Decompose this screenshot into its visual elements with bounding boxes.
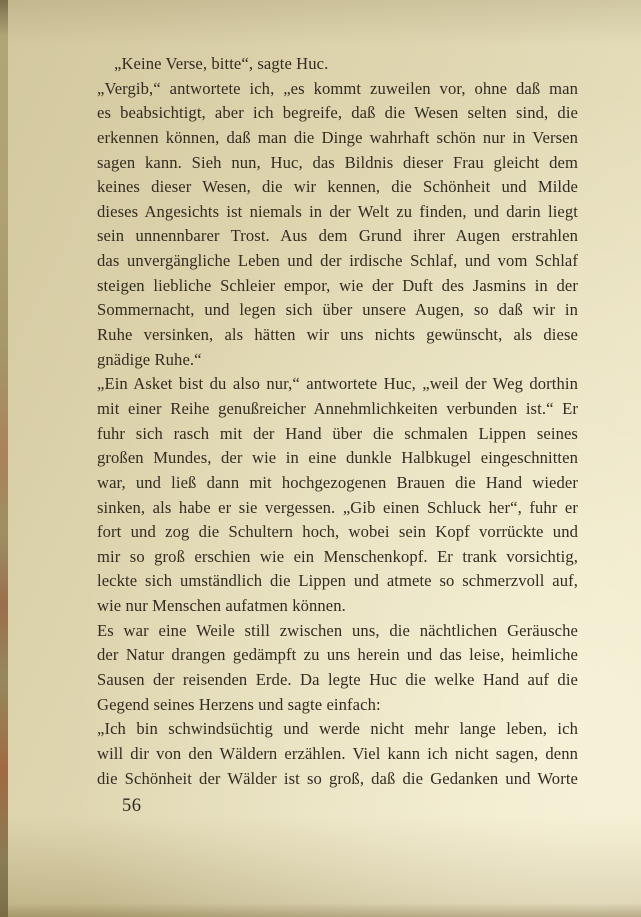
text-line: Sommernacht, und legen sich über unsere Augen, so daß wir in <box>97 300 578 320</box>
text-line: war, und ließ dann mit hochgezogenen Brauen die Hand wieder <box>97 472 578 492</box>
text-line: sagen kann. Sieh nun, Huc, das Bildnis dieser Frau gleicht dem <box>97 152 578 172</box>
body-text <box>97 52 578 791</box>
text-line: leckte sich umständlich die Lippen und atmete so schmerzvoll auf, <box>97 571 578 591</box>
text-line: Ruhe versinken, als hätten wir uns nichts gewünscht, als diese <box>97 325 578 345</box>
text-line: mir so groß erschien wie ein Menschenkopf. Er trank vorsichtig, <box>97 546 578 566</box>
text-line: wie nur Menschen aufatmen können. <box>97 596 346 616</box>
text-line: fort und zog die Schultern hoch, wobei sein Kopf vorrückte und <box>97 522 578 542</box>
text-line: erkennen können, daß man die Dinge wahrhaft schön nur in Versen <box>97 127 578 147</box>
text-line: Es war eine Weile still zwischen uns, die nächtlichen Geräusche <box>97 620 578 640</box>
text-line: das unvergängliche Leben und der irdische Schlaf, und vom Schlaf <box>97 251 578 271</box>
text-line: großen Mundes, der wie in eine dunkle Halbkugel eingeschnitten <box>97 448 578 468</box>
text-line: der Natur drangen gedämpft zu uns herein und das leise, heimliche <box>97 645 578 665</box>
text-line: die Schönheit der Wälder ist so groß, daß die Gedanken und Worte <box>97 768 578 788</box>
text-line: Gegend seines Herzens und sagte einfach: <box>97 694 381 714</box>
text-line: gnädige Ruhe.“ <box>97 349 202 369</box>
text-line: „Vergib,“ antwortete ich, „es kommt zuweilen vor, ohne daß man <box>97 78 578 98</box>
text-line: keines dieser Wesen, die wir kennen, die Schönheit und Milde <box>97 177 578 197</box>
page-number: 56 <box>122 796 142 816</box>
text-line: „Ich bin schwindsüchtig und werde nicht mehr lange leben, ich <box>97 719 578 739</box>
page-bottom-edge <box>0 903 641 917</box>
text-line: will dir von den Wäldern erzählen. Viel kann ich nicht sagen, denn <box>97 743 578 763</box>
text-line: „Ein Asket bist du also nur,“ antwortete Huc, „weil der Weg dorthin <box>97 374 578 394</box>
text-line: sein unnennbarer Trost. Aus dem Grund ihrer Augen erstrahlen <box>97 226 578 246</box>
text-line: mit einer Reihe genußreicher Annehmlichkeiten verbunden ist.“ Er <box>97 398 578 418</box>
page-left-edge <box>0 0 8 917</box>
text-line: „Keine Verse, bitte“, sagte Huc. <box>114 54 329 73</box>
text-line: steigen liebliche Schleier empor, wie der Duft des Jasmins in der <box>97 275 578 295</box>
text-line: dieses Angesichts ist niemals in der Welt zu finden, und darin liegt <box>97 201 578 221</box>
text-line: es beabsichtigt, aber ich begreife, daß die Wesen selten sind, die <box>97 103 578 123</box>
text-line: sinken, als habe er sie vergessen. „Gib einen Schluck her“, fuhr er <box>97 497 578 517</box>
text-line: fuhr sich rasch mit der Hand über die schmalen Lippen seines <box>97 423 578 443</box>
text-line: Sausen der reisenden Erde. Da legte Huc die welke Hand auf die <box>97 670 578 690</box>
